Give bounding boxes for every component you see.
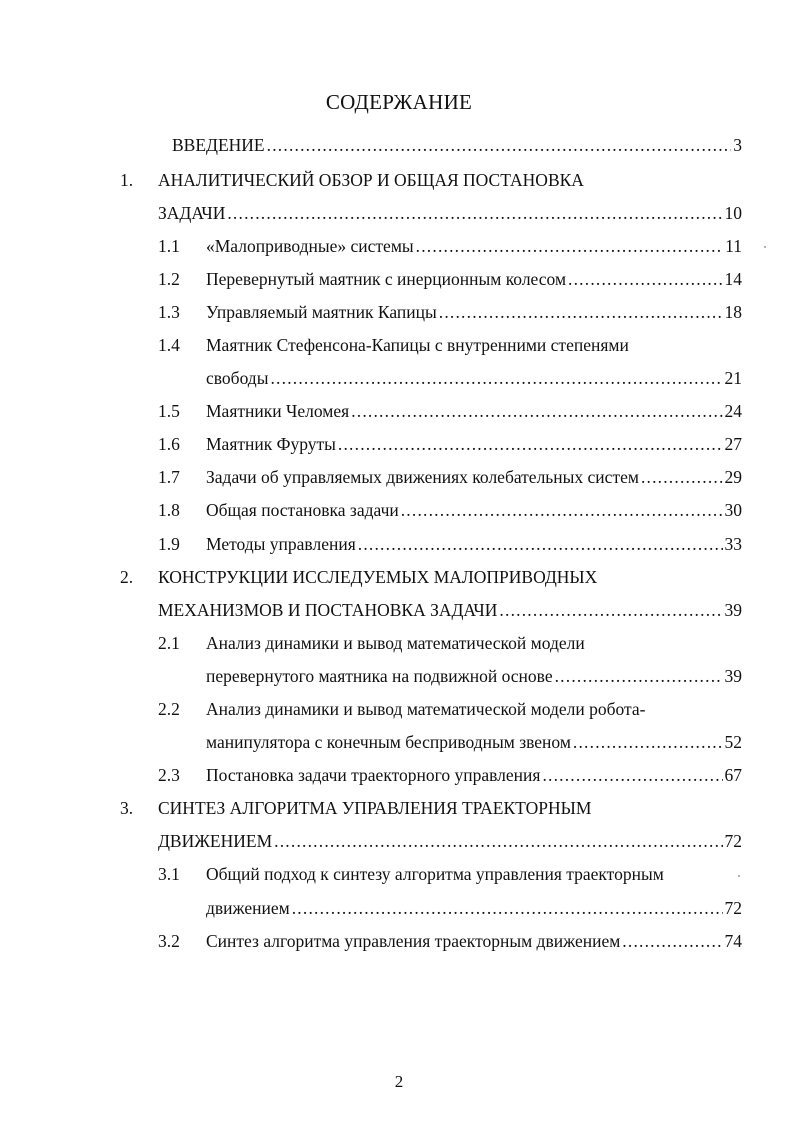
toc-entry-text: Методы управления: [206, 534, 356, 554]
toc-entry-1-5: [206, 399, 742, 423]
toc-leader-dots: [573, 730, 723, 754]
toc-entry-text: Общая постановка задачи: [206, 500, 399, 520]
toc-entry-1-8: [206, 498, 742, 522]
toc-entry-2-1-cont: [206, 664, 742, 688]
toc-leader-dots: [358, 532, 723, 556]
toc-entry-number: 1.5: [158, 401, 180, 421]
page-number: 2: [394, 1072, 404, 1091]
toc-entry-number: 3.: [120, 798, 134, 818]
toc-entry-text: Управляемый маятник Капицы: [206, 302, 437, 322]
toc-entry-text: Анализ динамики и вывод математической модели: [206, 633, 585, 653]
toc-entry-section-1: [158, 168, 584, 192]
toc-entry-section-3: [158, 796, 591, 820]
toc-entry-3-2: [206, 929, 742, 953]
toc-entry-number: 1.3: [158, 302, 180, 322]
toc-entry-text: Маятник Стефенсона-Капицы с внутренними степенями: [206, 335, 629, 355]
toc-entry-number: 1.2: [158, 269, 180, 289]
toc-entry-number: 2.: [120, 567, 134, 587]
toc-entry-page: 10: [724, 203, 742, 223]
toc-entry-text: ВВЕДЕНИЕ: [172, 135, 265, 155]
toc-entry-text: Общий подход к синтезу алгоритма управления траекторным: [206, 864, 664, 884]
toc-entry-number: 1.1: [158, 236, 180, 256]
toc-entry-text: Маятники Челомея: [206, 401, 350, 421]
toc-entry-number: 1.9: [158, 534, 180, 554]
toc-entry-1-4: [206, 333, 629, 357]
toc-leader-dots: [555, 664, 723, 688]
toc-entry-1-4-cont: [206, 366, 742, 390]
toc-entry-section-2-cont: [158, 598, 742, 622]
toc-entry-2-2: [206, 697, 646, 721]
toc-leader-dots: [499, 598, 722, 622]
toc-entry-text-cont: свободы: [206, 368, 269, 388]
toc-entry-number: 2.1: [158, 633, 180, 653]
toc-entry-section-1-cont: [158, 201, 742, 225]
page-title: СОДЕРЖАНИЕ: [325, 90, 473, 114]
toc-leader-dots: [401, 498, 723, 522]
toc-entry-text: Анализ динамики и вывод математической модели робота-: [206, 699, 646, 719]
toc-entry-page: 14: [724, 269, 742, 289]
toc-leader-dots: [439, 300, 723, 324]
toc-entry-page: 11: [725, 236, 742, 256]
toc-entry-number: 2.3: [158, 765, 180, 785]
toc-entry-page: 67: [724, 765, 742, 785]
toc-leader-dots: [351, 399, 722, 423]
toc-entry-1-1: [206, 234, 742, 258]
toc-entry-number: 1.4: [158, 335, 180, 355]
toc-leader-dots: [622, 929, 722, 953]
scan-speck: [764, 246, 766, 248]
toc-entry-text-cont: ЗАДАЧИ: [158, 203, 226, 223]
toc-leader-dots: [267, 133, 732, 157]
toc-leader-dots: [270, 366, 722, 390]
toc-entry-text-cont: МЕХАНИЗМОВ И ПОСТАНОВКА ЗАДАЧИ: [158, 600, 498, 620]
toc-entry-text: СИНТЕЗ АЛГОРИТМА УПРАВЛЕНИЯ ТРАЕКТОРНЫМ: [158, 798, 592, 818]
toc-entry-1-6: [206, 432, 742, 456]
toc-entry-introduction: [172, 133, 742, 157]
toc-entry-3-1: [206, 862, 664, 886]
toc-entry-page: 52: [724, 732, 742, 752]
toc-entry-2-3: [206, 763, 742, 787]
toc-leader-dots: [227, 201, 722, 225]
toc-entry-section-2: [158, 565, 597, 589]
toc-entry-page: 3: [733, 135, 742, 155]
toc-entry-page: 72: [724, 831, 742, 851]
toc-entry-1-7: [206, 465, 742, 489]
scan-speck: [738, 875, 740, 877]
toc-entry-text-cont: манипулятора с конечным бесприводным звеном: [206, 732, 571, 752]
toc-entry-page: 30: [724, 500, 742, 520]
toc-entry-number: 1.6: [158, 434, 180, 454]
toc-entry-number: 1.: [120, 170, 134, 190]
toc-entry-2-1: [206, 631, 585, 655]
toc-entry-page: 21: [724, 368, 742, 388]
toc-entry-text: Перевернутый маятник с инерционным колесом: [206, 269, 567, 289]
toc-leader-dots: [641, 465, 723, 489]
toc-entry-page: 18: [724, 302, 742, 322]
toc-leader-dots: [568, 267, 722, 291]
toc-entry-number: 3.1: [158, 864, 180, 884]
toc-leader-dots: [542, 763, 722, 787]
toc-entry-page: 24: [724, 401, 742, 421]
toc-entry-number: 1.8: [158, 500, 180, 520]
toc-entry-page: 27: [724, 434, 742, 454]
toc-leader-dots: [338, 432, 723, 456]
toc-entry-text: Задачи об управляемых движениях колебательных систем: [206, 467, 639, 487]
toc-entry-1-2: [206, 267, 742, 291]
toc-leader-dots: [274, 829, 722, 853]
toc-entry-text: КОНСТРУКЦИИ ИССЛЕДУЕМЫХ МАЛОПРИВОДНЫХ: [158, 567, 598, 587]
toc-entry-page: 39: [724, 666, 742, 686]
toc-entry-text: Постановка задачи траекторного управления: [206, 765, 541, 785]
toc-entry-page: 72: [724, 898, 742, 918]
toc-entry-2-2-cont: [206, 730, 742, 754]
toc-entry-text-cont: движением: [206, 898, 290, 918]
toc-entry-3-1-cont: [206, 896, 742, 920]
toc-leader-dots: [416, 234, 723, 258]
toc-entry-text: Синтез алгоритма управления траекторным движением: [206, 931, 621, 951]
toc-entry-text: АНАЛИТИЧЕСКИЙ ОБЗОР И ОБЩАЯ ПОСТАНОВКА: [158, 170, 584, 190]
toc-leader-dots: [292, 896, 723, 920]
toc-entry-number: 3.2: [158, 931, 180, 951]
toc-entry-page: 39: [724, 600, 742, 620]
toc-entry-section-3-cont: [158, 829, 742, 853]
toc-entry-text: Маятник Фуруты: [206, 434, 336, 454]
toc-entry-number: 1.7: [158, 467, 180, 487]
toc-entry-1-3: [206, 300, 742, 324]
toc-entry-page: 29: [724, 467, 742, 487]
toc-entry-page: 74: [724, 931, 742, 951]
toc-entry-1-9: [206, 532, 742, 556]
toc-entry-number: 2.2: [158, 699, 180, 719]
toc-entry-page: 33: [724, 534, 742, 554]
toc-entry-text-cont: перевернутого маятника на подвижной основе: [206, 666, 553, 686]
toc-entry-text: «Малоприводные» системы: [206, 236, 414, 256]
toc-entry-text-cont: ДВИЖЕНИЕМ: [158, 831, 273, 851]
